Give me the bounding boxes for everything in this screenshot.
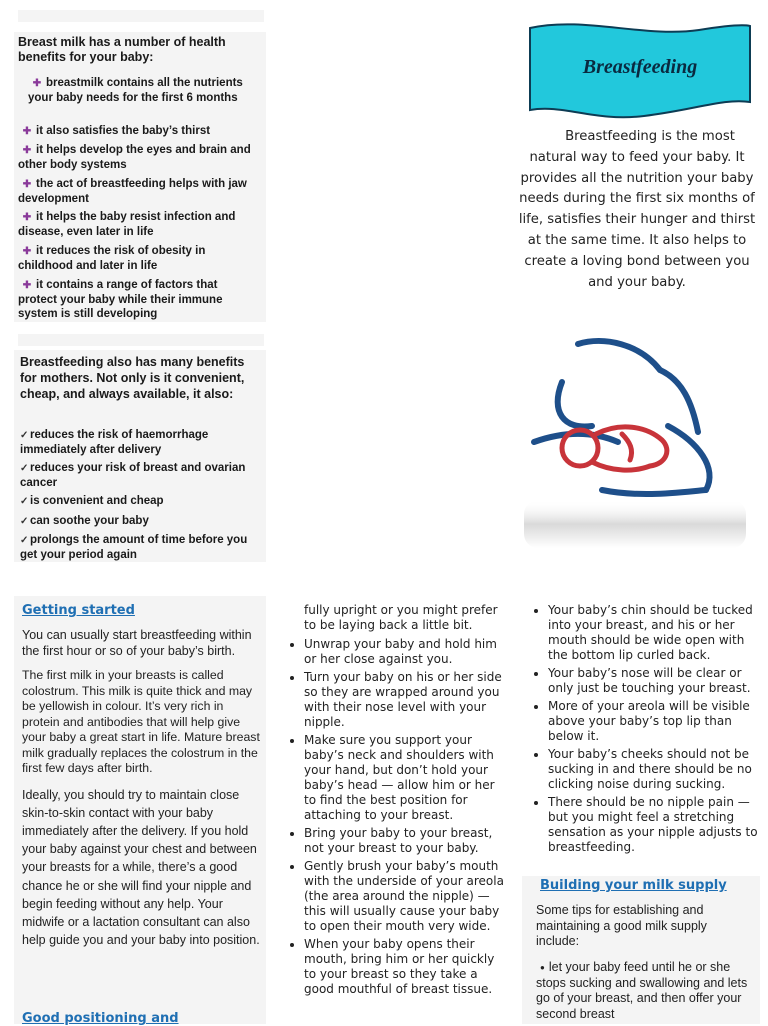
bullet-icon: ✚ — [22, 126, 32, 137]
mother-benefit-text: is convenient and cheap — [30, 495, 164, 507]
mother-benefit-item — [20, 494, 256, 509]
benefit-item — [18, 124, 254, 139]
step-list — [286, 637, 508, 997]
top-strip — [18, 334, 264, 346]
bullet-icon: ✚ — [22, 179, 32, 190]
benefit-text: it helps the baby resist infection and disease, even later in life — [18, 211, 236, 238]
benefit-item — [18, 143, 254, 172]
paragraph: Ideally, you should try to maintain close skin-to-skin contact with your baby immediately after the delivery. If you hold your baby against your chest and between your breasts for a while, there’s a good chance he or she will find your nipple and begin feeding without any help. Your midwife or a lactation consultant can also help guide you and your baby into position. — [22, 787, 260, 948]
benefit-item — [18, 278, 254, 321]
milk-supply-heading: Building your milk supply — [540, 878, 727, 893]
benefit-item — [18, 210, 254, 239]
list-item: • Unwrap your baby and hold him or her close against you. — [304, 637, 508, 667]
benefit-text: it helps develop the eyes and brain and other body systems — [18, 144, 251, 171]
benefit-item — [18, 244, 254, 273]
mother-benefit-text: reduces the risk of haemorrhage immediately after delivery — [20, 429, 209, 456]
mother-benefit-text: can soothe your baby — [30, 515, 149, 527]
check-icon: ✓ — [20, 463, 29, 474]
latch-signs — [530, 603, 758, 858]
benefit-text: the act of breastfeeding helps with jaw development — [18, 178, 247, 205]
mother-benefit-item — [20, 533, 256, 562]
check-icon: ✓ — [20, 535, 29, 546]
lead-text: fully upright or you might prefer to be laying back a little bit. — [304, 603, 498, 632]
mother-benefit-text: prolongs the amount of time before you get your period again — [20, 534, 248, 561]
title-banner — [524, 20, 756, 126]
top-strip — [18, 10, 264, 22]
bullet-icon: ● — [540, 963, 545, 972]
list-item: • Gently brush your baby’s mouth with the underside of your areola (the area around the nipple) — this will usually cause your baby to open their mouth very wide. — [304, 859, 508, 934]
mother-benefits-heading: Breastfeeding also has many benefits for mothers. Not only is it convenient, cheap, and always available, it also: — [20, 355, 245, 401]
bullet-icon: ✚ — [22, 280, 32, 291]
list-item: • Your baby’s chin should be tucked into your breast, and his or her mouth should be wide open with the bottom lip curled back. — [548, 603, 758, 663]
list-item: • Your baby’s nose will be clear or only just be touching your breast. — [548, 666, 758, 696]
mother-benefit-item — [20, 461, 256, 490]
benefit-item — [18, 76, 254, 105]
paragraph: The first milk in your breasts is called colostrum. This milk is quite thick and may be yellowish in colour. It’s very rich in protein and antibodies that will help give your baby a great start in life. Mature breast milk gradually replaces the colostrum in the first few days after birth. — [22, 668, 260, 775]
list-item: • Make sure you support your baby’s neck and shoulders with your hand, but don’t hold your baby’s head — allow him or her to find the best position for attaching to your breast. — [304, 733, 508, 823]
bullet-icon: ✚ — [32, 78, 42, 89]
list-item: • Turn your baby on his or her side so they are wrapped around you with their nose level with your nipple. — [304, 670, 508, 730]
milk-supply-text: let your baby feed until he or she stops sucking and swallowing and lets go of your breast, and then offer your second breast — [536, 960, 748, 1021]
paragraph: You can usually start breastfeeding within the first hour or so of your baby’s birth. — [22, 628, 252, 658]
bullet-icon: ✚ — [22, 212, 32, 223]
getting-started-heading: Getting started — [22, 603, 135, 618]
list-item: • There should be no nipple pain — but you might feel a stretching sensation as your nipple adjusts to breastfeeding. — [548, 795, 758, 855]
positioning-steps — [286, 603, 508, 1000]
check-icon: ✓ — [20, 516, 29, 527]
benefit-item — [18, 177, 254, 206]
banner-title: Breastfeeding — [582, 56, 698, 78]
mother-benefit-text: reduces your risk of breast and ovarian cancer — [20, 462, 246, 489]
list-item: • Bring your baby to your breast, not your breast to your baby. — [304, 826, 508, 856]
list-item: • More of your areola will be visible above your baby’s top lip than below it. — [548, 699, 758, 744]
list-item: • Your baby’s cheeks should not be sucking in and there should be no clicking noise during sucking. — [548, 747, 758, 792]
bullet-icon: ✚ — [22, 246, 32, 257]
milk-supply-item — [536, 960, 756, 1022]
bullet-icon: ✚ — [22, 145, 32, 156]
sign-list — [530, 603, 758, 855]
mother-benefit-item — [20, 514, 256, 529]
benefit-text: breastmilk contains all the nutrients your baby needs for the first 6 months — [28, 77, 243, 104]
positioning-heading: Good positioning and — [22, 1011, 179, 1026]
baby-benefits-heading: Breast milk has a number of health benefits for your baby: — [18, 35, 226, 64]
milk-supply-intro: Some tips for establishing and maintaining a good milk supply include: — [536, 903, 707, 948]
check-icon: ✓ — [20, 430, 29, 441]
getting-started-body — [22, 628, 260, 958]
benefit-text: it contains a range of factors that protect your baby while their immune system is still developing — [18, 279, 223, 320]
list-item: • When your baby opens their mouth, bring him or her quickly to your breast so they take a good mouthful of breast tissue. — [304, 937, 508, 997]
intro-text: Breastfeeding is the most natural way to feed your baby. It provides all the nutrition your baby needs during the first six months of life, satisfies their hunger and thirst at the same time. It also helps to create a loving bond between you and your baby. — [518, 129, 756, 290]
mother-benefit-item — [20, 428, 256, 457]
mother-baby-illustration — [522, 322, 748, 550]
benefit-text: it also satisfies the baby’s thirst — [36, 125, 211, 137]
benefit-text: it reduces the risk of obesity in childhood and later in life — [18, 245, 206, 272]
check-icon: ✓ — [20, 496, 29, 507]
